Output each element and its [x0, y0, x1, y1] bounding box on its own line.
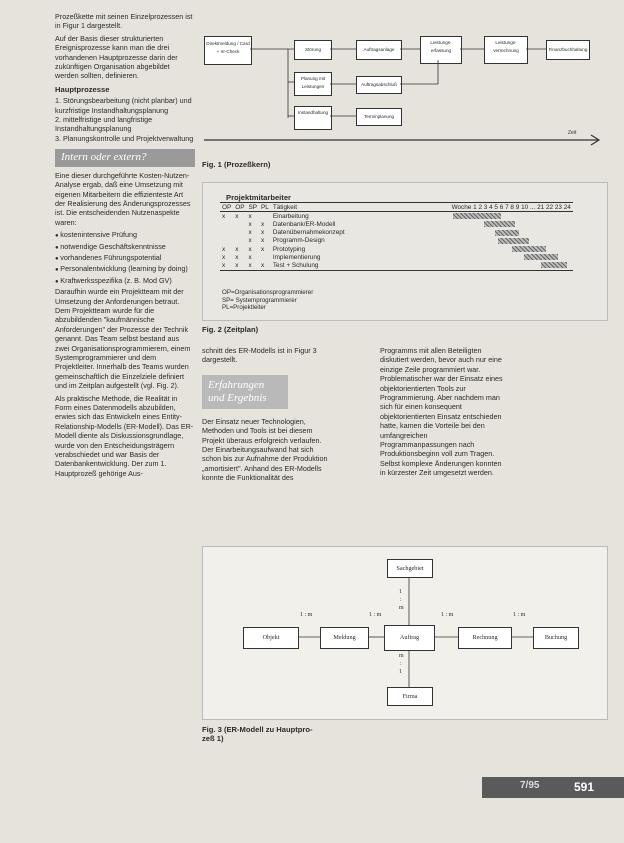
- gantt-cell: x: [235, 212, 239, 220]
- fig1-caption: Fig. 1 (Prozeßkern): [202, 160, 271, 169]
- gantt-cell: x: [248, 212, 252, 220]
- gantt-activity: Test + Schulung: [272, 261, 319, 269]
- gantt-cell: [233, 220, 246, 228]
- section-title-intern-extern: Intern oder extern?: [55, 149, 195, 166]
- gantt-bar-cell: [393, 261, 573, 270]
- issue-number: 7/95: [520, 780, 540, 791]
- figure-3: [202, 546, 608, 720]
- cardinality-label: :: [400, 597, 402, 603]
- gantt-header-cell: OP: [222, 203, 232, 211]
- left-column: [55, 12, 195, 481]
- cardinality-label: 1 : m: [369, 612, 382, 618]
- benefit-item: ● vorhandenes Führungspotential: [55, 253, 195, 264]
- entity-rechnung: Rechnung: [458, 627, 512, 649]
- right-column: [380, 346, 505, 478]
- gantt-row: [220, 212, 573, 221]
- middle-column: [202, 346, 330, 483]
- gantt-bar: [453, 213, 501, 219]
- gantt-cell: x: [248, 220, 252, 228]
- paragraph-nutzen: Eine dieser durchgeführte Kosten-Nutzen-Analyse ergab, daß eine Umsetzung mit eigenen Mitarbeitern die effizienteste Art der Realisierung des Änderungsprozesses ist. Die entscheidenden Nutzenaspekte waren:: [55, 170, 191, 227]
- gantt-header-cell: Tätigkeit: [272, 203, 297, 211]
- fig3-caption-line: zeß 1): [202, 734, 224, 743]
- gantt-bar-cell: [393, 220, 573, 228]
- gantt-bar: [512, 246, 546, 252]
- gantt-activity: Programm-Design: [272, 237, 325, 245]
- haupt-heading: Hauptprozesse: [55, 84, 110, 94]
- gantt-activity: Implementierung: [272, 253, 321, 261]
- gantt-cell: x: [235, 245, 239, 253]
- legend-line: OP=Organisationsprogrammierer: [222, 289, 314, 296]
- entity-buchung: Buchung: [533, 627, 579, 649]
- gantt-cell: [220, 229, 233, 237]
- gantt-cell: x: [261, 245, 265, 253]
- middle-text: Der Einsatz neuer Technologien, Methoden und Tools ist bei diesem Projekt überaus erfolgreich verlaufen. Der Einarbeitungsaufwand hat sich schon bis zur Aufnahme der Produktion „amortisiert". Anhand des ER-Modells konnte die Funktionalität des: [202, 416, 328, 483]
- gantt-bar: [524, 254, 558, 260]
- entity-sachgebiet: Sachgebiet: [387, 559, 433, 578]
- entity-objekt: Objekt: [243, 627, 299, 649]
- legend-line: SP= Systemprogrammierer: [222, 296, 297, 304]
- gantt-table: [220, 202, 573, 271]
- gantt-bar-cell: [393, 245, 573, 253]
- cardinality-label: m: [399, 605, 404, 611]
- middle-text-top: schnitt des ER-Modells ist in Figur 3 dargestellt.: [202, 346, 317, 365]
- gantt-activity: Datenbank/ER-Modell: [272, 220, 336, 228]
- gantt-cell: x: [261, 220, 265, 228]
- gantt-activity: Prototyping: [272, 245, 306, 253]
- process-box-start: Direktmeldung / Card + Irr-Check: [204, 36, 252, 65]
- gantt-cell: x: [235, 253, 239, 261]
- right-text: Programms mit allen Beteiligten diskutiert werden, bevor auch nur eine einzige Zeile programmiert war. Problematischer war der Einsatz eines objektorientierten Tools zur Programmierung. Aber nachdem man sich für einen konsequent objektorientierten Einsatz entschieden hatte, kamen die Vorteile bei den umfangreichen Programmanpassungen nach Produktionsbeginn voll zum Tragen. Selbst komplexe Änderungen konnten in kürzester Zeit umgesetzt werden.: [380, 346, 503, 478]
- gantt-cell: x: [248, 253, 252, 261]
- process-box-planung: Planung mit Leistungen: [294, 72, 332, 96]
- cardinality-label: 1: [399, 669, 402, 675]
- gantt-cell: x: [261, 237, 265, 245]
- gantt-header-cell: OP: [235, 203, 245, 211]
- process-box-stoerung: Störung: [294, 40, 332, 60]
- gantt-header-row: [220, 203, 573, 212]
- gantt-cell: x: [222, 261, 226, 269]
- gantt-cell: x: [222, 245, 226, 253]
- intro-paragraph-1: Prozeßkette mit seinen Einzelprozessen ist in Figur 1 dargestellt.: [55, 12, 193, 31]
- process-box-leistung: Leistungs-verrechnung: [484, 36, 528, 64]
- entity-firma: Firma: [387, 687, 433, 706]
- benefit-item: ● Personalentwicklung (learning by doing): [55, 264, 195, 275]
- gantt-cell: x: [222, 253, 226, 261]
- gantt-cell: x: [248, 245, 252, 253]
- section-title-erfahrungen: [202, 375, 288, 409]
- cardinality-label: 1 : m: [441, 612, 454, 618]
- fig3-caption: [202, 725, 313, 743]
- gantt-cell: [259, 212, 271, 221]
- gantt-bar: [484, 221, 515, 227]
- cardinality-label: 1 : m: [513, 612, 526, 618]
- time-axis-label: Zeit: [568, 130, 577, 136]
- gantt-bar: [498, 238, 529, 244]
- cardinality-label: 1: [399, 589, 402, 595]
- entity-meldung: Meldung: [320, 627, 369, 649]
- gantt-cell: x: [248, 237, 252, 245]
- gantt-row: [220, 229, 573, 237]
- gantt-cell: x: [248, 261, 252, 269]
- process-connectors: [198, 18, 606, 158]
- paragraph-projektteam: Daraufhin wurde ein Projektteam mit der Umsetzung der Anforderungen betraut. Dem Projektteam wurde für die abzubildenden "kaufmännische Anforderungen" der Prozesse der Technik genannt. Das Team selbst bestand aus zwei Organisationsprogrammierern, einem Systemprogrammierer und dem Projektleiter. Innerhalb des Teams wurden gemeinschaftlich die Einzelziele definiert und im Zeitplan aufgestellt (vgl. Fig. 2).: [55, 287, 191, 391]
- gantt-row: [220, 237, 573, 245]
- benefit-item: ● notwendige Geschäftskenntnisse: [55, 242, 195, 253]
- gantt-cell: [233, 237, 246, 245]
- gantt-bar-cell: [393, 253, 573, 261]
- gantt-cell: [259, 253, 271, 261]
- cardinality-label: 1 : m: [300, 612, 313, 618]
- gantt-cell: x: [235, 261, 239, 269]
- process-box-auftrag: Auftragsanlage: [356, 40, 402, 60]
- gantt-row: [220, 220, 573, 228]
- process-box-ausfuehrung: Leistungs-erfassung: [420, 36, 462, 64]
- process-box-finanz: Finanzbuchhaltung: [546, 40, 590, 60]
- page-number: 591: [574, 780, 595, 794]
- haupt-item-1: 1. Störungsbearbeitung (nicht planbar) und kurzfristige Instandhaltungsplanung: [55, 96, 192, 115]
- gantt-row: [220, 253, 573, 261]
- gantt-row: [220, 261, 573, 270]
- process-box-auftrags2: Auftragsabschluß: [356, 76, 402, 94]
- gantt-cell: x: [261, 229, 265, 237]
- gantt-title: Projektmitarbeiter: [226, 193, 291, 202]
- gantt-activity: Einarbeitung: [272, 212, 309, 220]
- paragraph-er-modell: Als praktische Methode, die Realität in Form eines Datenmodells abzubilden, erwies sich das Entwickeln eines Entity-Relationship-Modells (ER-Modell). Das ER-Modell diente als Diskussionsgrundlage, wurde von den Entscheidungsträgern verabschiedet und war Basis der Datenbankentwicklung. Der zum 1. Hauptprozeß gehörige Aus-: [55, 393, 194, 478]
- gantt-bar-cell: [393, 229, 573, 237]
- figure-1: [198, 18, 606, 158]
- gantt-cell: [220, 220, 233, 228]
- haupt-item-3: 3. Planungskontrolle und Projektverwaltung: [55, 133, 194, 143]
- gantt-cell: [233, 229, 246, 237]
- gantt-header-cell: SP: [248, 203, 257, 211]
- gantt-activity: Datenübernahmekonzept: [272, 229, 345, 237]
- entity-auftrag: Auftrag: [384, 625, 435, 651]
- gantt-legend: [222, 289, 313, 312]
- intro-paragraph-2: Auf der Basis dieser strukturierten Ereignisprozesse kann man die drei vorhandenen Hauptprozesse darin der zukünftigen Organisation abgebildet werden sollten, definieren.: [55, 33, 178, 81]
- gantt-bar: [541, 262, 567, 268]
- gantt-header-cell: PL: [261, 203, 269, 211]
- haupt-item-2: 2. mittelfristige und langfristige Instandhaltungsplanung: [55, 115, 153, 134]
- gantt-row: [220, 245, 573, 253]
- gantt-bar-cell: [393, 212, 573, 221]
- benefit-item: ● kostenintensive Prüfung: [55, 230, 195, 241]
- gantt-header-cell: Woche 1 2 3 4 5 6 7 8 9 10 ... 21 22 23 24: [451, 203, 571, 211]
- cardinality-label: :: [400, 661, 402, 667]
- process-box-instandhaltung: Instandhaltung: [294, 106, 332, 130]
- footer-bar: [482, 777, 624, 798]
- benefit-item: ● Kraftwerksspezifika (z. B. Mod GV): [55, 276, 195, 287]
- gantt-cell: x: [222, 212, 226, 220]
- fig3-caption-line: Fig. 3 (ER-Modell zu Hauptpro-: [202, 725, 313, 734]
- process-box-terminplanung: Terminplanung: [356, 108, 402, 126]
- fig2-caption: Fig. 2 (Zeitplan): [202, 325, 259, 334]
- gantt-cell: x: [248, 229, 252, 237]
- section-title-line: Erfahrungen: [208, 378, 265, 391]
- section-title-line: und Ergebnis: [208, 391, 267, 404]
- gantt-cell: [220, 237, 233, 245]
- cardinality-label: m: [399, 653, 404, 659]
- gantt-cell: x: [261, 261, 265, 269]
- gantt-bar-cell: [393, 237, 573, 245]
- legend-line: PL=Projektleiter: [222, 304, 266, 312]
- gantt-bar: [495, 230, 519, 236]
